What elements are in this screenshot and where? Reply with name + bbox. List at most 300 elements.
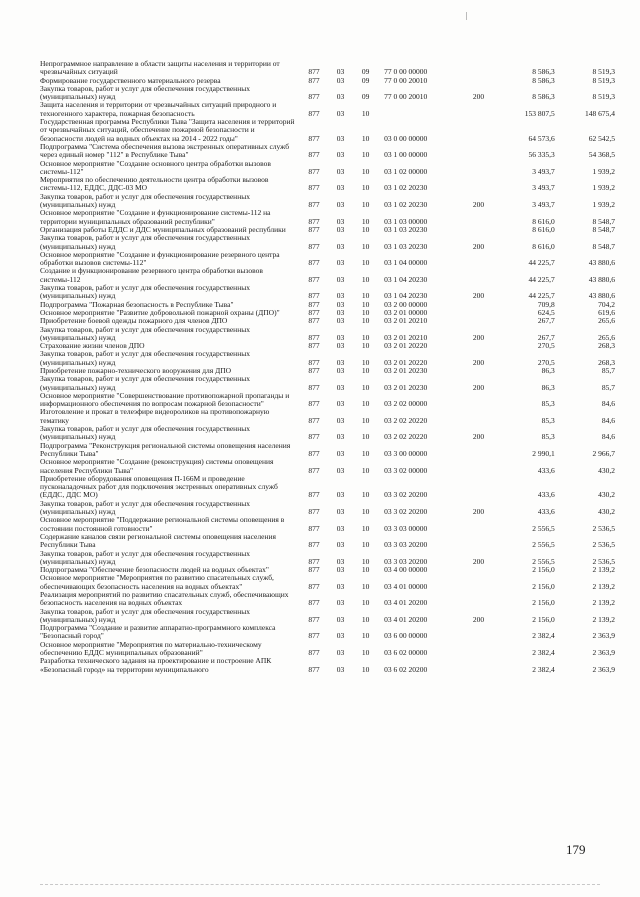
row-department-code: 877	[308, 490, 320, 500]
row-expense-type	[462, 392, 494, 409]
row-section-code: 03	[336, 75, 345, 85]
row-target-article: 03 6 00 00000	[384, 631, 428, 641]
row-subsection-code: 10	[361, 565, 370, 575]
row-expense-type	[462, 533, 494, 550]
row-expense-type	[462, 309, 494, 317]
row-name: Защита населения и территории от чрезвычайных ситуаций природного и техногенного характера, пожарная безопасность	[40, 100, 277, 118]
row-name: Создание и функционирование резервного центра обработки вызовов системы-112	[40, 266, 263, 284]
row-name: Закупка товаров, работ и услуг для обеспечения государственных (муниципальных) нужд	[40, 548, 251, 566]
row-section-code: 03	[336, 216, 345, 226]
row-expense-type	[462, 118, 494, 143]
row-department-code: 877	[308, 556, 320, 566]
row-target-article: 03 2 01 20230	[384, 382, 428, 392]
table-row	[40, 408, 615, 425]
row-section-code: 03	[336, 332, 345, 342]
row-amount-plan: 153 807,5	[524, 108, 555, 118]
table-row	[40, 234, 615, 251]
row-name: Основное мероприятие "Создание и функционирование резервного центра обработки вызовов системы-112"	[40, 249, 280, 268]
table-row	[40, 118, 615, 143]
row-amount-plan: 86,3	[541, 382, 555, 392]
row-subsection-code: 10	[361, 581, 370, 591]
row-department-code: 877	[308, 465, 320, 475]
row-section-code: 03	[336, 274, 345, 284]
row-subsection-code: 10	[361, 200, 370, 210]
row-amount-plan: 56 335,3	[528, 150, 555, 160]
row-department-code: 877	[308, 200, 320, 210]
row-amount-actual: 84,6	[601, 415, 615, 425]
row-subsection-code: 10	[361, 307, 370, 317]
row-target-article: 03 3 03 20200	[384, 556, 428, 566]
row-subsection-code: 10	[361, 316, 370, 326]
table-row	[40, 442, 615, 459]
row-expense-type	[462, 226, 494, 234]
row-expense-type	[462, 209, 494, 226]
row-expense-type	[462, 475, 494, 500]
row-department-code: 877	[308, 75, 320, 85]
table-row	[40, 85, 615, 102]
row-department-code: 877	[308, 565, 320, 575]
row-section-code: 03	[336, 307, 345, 317]
row-amount-actual: 2 139,2	[592, 598, 615, 608]
row-department-code: 877	[308, 448, 320, 458]
row-section-code: 03	[336, 241, 345, 251]
row-section-code: 03	[336, 92, 345, 102]
row-expense-type: 200	[472, 332, 485, 342]
row-subsection-code: 10	[361, 631, 370, 641]
row-name: Подпрограмма "Обеспечение безопасности людей на водных объектах"	[40, 565, 269, 575]
row-amount-plan: 85,3	[541, 415, 555, 425]
row-section-code: 03	[336, 490, 345, 500]
row-amount-actual: 43 880,6	[588, 291, 615, 301]
page-number: 179	[566, 842, 586, 857]
row-target-article: 03 1 04 20230	[384, 291, 428, 301]
table-row	[40, 326, 615, 343]
row-amount-plan: 267,7	[537, 332, 555, 342]
row-subsection-code: 10	[361, 108, 370, 118]
row-department-code: 877	[308, 332, 320, 342]
row-amount-actual: 8 519,3	[592, 75, 615, 85]
row-amount-plan: 2 156,0	[532, 614, 555, 624]
row-expense-type	[462, 442, 494, 459]
row-expense-type	[462, 101, 494, 118]
row-amount-plan: 270,5	[537, 341, 555, 351]
table-row	[40, 533, 615, 550]
row-amount-plan: 85,3	[541, 432, 555, 442]
row-amount-plan: 2 156,0	[532, 598, 555, 608]
row-target-article: 03 6 02 00000	[384, 648, 428, 658]
row-target-article: 03 4 01 20200	[384, 598, 428, 608]
row-amount-actual: 268,3	[598, 341, 615, 351]
row-department-code: 877	[308, 67, 320, 77]
row-department-code: 877	[308, 382, 320, 392]
row-target-article: 03 2 01 20210	[384, 316, 428, 326]
row-amount-plan: 85,3	[541, 399, 555, 409]
row-section-code: 03	[336, 556, 345, 566]
row-subsection-code: 10	[361, 150, 370, 160]
row-amount-plan: 433,6	[537, 507, 555, 517]
row-target-article: 03 1 02 00000	[384, 166, 428, 176]
row-target-article: 03 1 03 20230	[384, 224, 428, 234]
row-expense-type	[462, 574, 494, 591]
row-target-article: 03 2 00 00000	[384, 299, 428, 309]
row-department-code: 877	[308, 274, 320, 284]
row-expense-type: 200	[472, 614, 485, 624]
row-department-code: 877	[308, 365, 320, 375]
row-subsection-code: 10	[361, 183, 370, 193]
row-name: Закупка товаров, работ и услуг для обеспечения государственных (муниципальных) нужд	[40, 606, 251, 624]
row-target-article: 03 1 04 20230	[384, 274, 428, 284]
row-expense-type: 200	[472, 357, 485, 367]
row-target-article: 77 0 00 20010	[384, 75, 428, 85]
row-target-article: 03 2 01 20220	[384, 357, 428, 367]
row-amount-actual: 84,6	[601, 399, 615, 409]
row-amount-actual: 2 363,9	[592, 664, 615, 674]
row-expense-type	[462, 641, 494, 658]
row-section-code: 03	[336, 614, 345, 624]
footer-rule	[40, 884, 600, 885]
row-amount-actual: 2 966,7	[592, 448, 615, 458]
row-department-code: 877	[308, 341, 320, 351]
table-row	[40, 101, 615, 118]
row-amount-plan: 2 156,0	[532, 565, 555, 575]
row-department-code: 877	[308, 523, 320, 533]
row-expense-type	[462, 516, 494, 533]
row-expense-type	[462, 342, 494, 350]
row-amount-plan: 3 493,7	[532, 183, 555, 193]
row-department-code: 877	[308, 108, 320, 118]
row-department-code: 877	[308, 631, 320, 641]
row-target-article: 03 1 00 00000	[384, 150, 428, 160]
row-subsection-code: 09	[361, 92, 370, 102]
row-department-code: 877	[308, 357, 320, 367]
row-target-article: 03 2 02 20220	[384, 415, 428, 425]
row-department-code: 877	[308, 399, 320, 409]
table-row	[40, 550, 615, 567]
row-subsection-code: 10	[361, 299, 370, 309]
row-target-article: 77 0 00 20010	[384, 92, 428, 102]
row-amount-actual: 1 939,2	[592, 183, 615, 193]
row-amount-plan: 44 225,7	[528, 291, 555, 301]
row-target-article: 03 2 02 00000	[384, 399, 428, 409]
row-department-code: 877	[308, 241, 320, 251]
row-section-code: 03	[336, 299, 345, 309]
row-amount-actual: 8 548,7	[592, 216, 615, 226]
row-department-code: 877	[308, 133, 320, 143]
row-subsection-code: 10	[361, 540, 370, 550]
row-amount-plan: 2 156,0	[532, 581, 555, 591]
row-amount-actual: 2 363,9	[592, 648, 615, 658]
row-amount-actual: 8 548,7	[592, 224, 615, 234]
row-subsection-code: 10	[361, 166, 370, 176]
row-amount-plan: 8 586,3	[532, 92, 555, 102]
row-expense-type: 200	[472, 241, 485, 251]
row-name: Организация работы ЕДДС и ДДС муниципальных образований республики	[40, 224, 286, 234]
row-section-code: 03	[336, 540, 345, 550]
row-name: Основное мероприятие "Мероприятия по материально-техническому обеспечению ЕДДС муниципальных образований"	[40, 639, 262, 658]
row-target-article: 03 3 02 00000	[384, 465, 428, 475]
row-amount-actual: 268,3	[598, 357, 615, 367]
row-name: Подпрограмма "Система обеспечения вызова экстренных оперативных служб через единый номер "112" в Республике Тыва"	[40, 141, 290, 160]
row-expense-type: 200	[472, 200, 485, 210]
row-expense-type	[462, 657, 494, 674]
row-amount-plan: 3 493,7	[532, 200, 555, 210]
row-expense-type	[462, 317, 494, 325]
table-row	[40, 284, 615, 301]
row-target-article: 03 4 01 00000	[384, 581, 428, 591]
row-subsection-code: 09	[361, 75, 370, 85]
row-name: Закупка товаров, работ и услуг для обеспечения государственных (муниципальных) нужд	[40, 83, 251, 102]
table-row	[40, 657, 615, 674]
row-subsection-code: 10	[361, 341, 370, 351]
row-expense-type: 200	[472, 432, 485, 442]
row-subsection-code: 10	[361, 465, 370, 475]
row-amount-plan: 709,8	[537, 299, 555, 309]
row-expense-type	[462, 251, 494, 268]
table-row	[40, 267, 615, 284]
row-amount-actual: 8 519,3	[592, 92, 615, 102]
row-target-article: 03 1 02 20230	[384, 183, 428, 193]
row-section-code: 03	[336, 432, 345, 442]
row-target-article: 03 4 01 20200	[384, 614, 428, 624]
row-section-code: 03	[336, 648, 345, 658]
row-amount-actual: 704,2	[598, 299, 615, 309]
row-department-code: 877	[308, 166, 320, 176]
row-name: Страхование жизни членов ДПО	[40, 341, 145, 351]
row-amount-actual: 2 536,5	[592, 556, 615, 566]
row-name: Основное мероприятие "Создание (реконструкция) системы оповещения населения Республики Тыва"	[40, 457, 274, 475]
row-amount-actual: 265,6	[598, 332, 615, 342]
row-amount-plan: 8 586,3	[532, 67, 555, 77]
row-name: Мероприятия по обеспечению деятельности центра обработки вызовов системы-112, ЕДДС, ДДС-03 МО	[40, 175, 269, 193]
row-department-code: 877	[308, 648, 320, 658]
row-amount-plan: 2 382,4	[532, 631, 555, 641]
row-subsection-code: 10	[361, 523, 370, 533]
row-expense-type	[462, 301, 494, 309]
row-amount-plan: 2 382,4	[532, 648, 555, 658]
row-name: Реализация мероприятий по развитию спасательных служб, обеспечивающих безопасность населения на водных объектах	[40, 590, 289, 608]
row-expense-type	[462, 60, 494, 77]
row-amount-plan: 2 556,5	[532, 540, 555, 550]
row-department-code: 877	[308, 581, 320, 591]
row-name: Основное мероприятие "Мероприятия по развитию спасательных служб, обеспечивающих безопасность населения на водных объектах"	[40, 573, 274, 591]
row-subsection-code: 10	[361, 664, 370, 674]
row-section-code: 03	[336, 108, 345, 118]
row-target-article: 03 3 00 00000	[384, 448, 428, 458]
row-expense-type	[462, 267, 494, 284]
row-name: Содержание каналов связи региональной системы оповещения населения Республики Тыва	[40, 531, 276, 550]
row-amount-plan: 44 225,7	[528, 258, 555, 268]
row-section-code: 03	[336, 565, 345, 575]
row-amount-plan: 267,7	[537, 316, 555, 326]
row-amount-actual: 430,2	[598, 507, 615, 517]
row-name: Закупка товаров, работ и услуг для обеспечения государственных (муниципальных) нужд	[40, 324, 251, 342]
table-row	[40, 350, 615, 367]
row-amount-plan: 2 382,4	[532, 664, 555, 674]
row-name: Закупка товаров, работ и услуг для обеспечения государственных (муниципальных) нужд	[40, 233, 251, 251]
row-expense-type	[462, 566, 494, 574]
row-subsection-code: 09	[361, 67, 370, 77]
row-section-code: 03	[336, 465, 345, 475]
row-expense-type	[462, 143, 494, 160]
row-target-article: 03 2 02 20220	[384, 432, 428, 442]
row-section-code: 03	[336, 224, 345, 234]
row-section-code: 03	[336, 150, 345, 160]
row-expense-type	[462, 77, 494, 85]
row-name: Основное мероприятие "Создание основного центра обработки вызовов системы-112"	[40, 158, 271, 176]
row-amount-actual: 2 139,2	[592, 565, 615, 575]
row-name: Приобретение пожарно-технического вооружения для ДПО	[40, 365, 232, 375]
row-name: Основное мероприятие "Совершенствование противопожарной пропаганды и информационного обеспечения по вопросам пожарной безопасности"	[40, 390, 290, 409]
table-row	[40, 574, 615, 591]
row-name: Закупка товаров, работ и услуг для обеспечения государственных (муниципальных) нужд	[40, 191, 251, 210]
row-section-code: 03	[336, 200, 345, 210]
row-amount-actual: 2 139,2	[592, 614, 615, 624]
row-name: Непрограммное направление в области защиты населения и территории от чрезвычайных ситуаций	[40, 59, 280, 77]
row-name: Формирование государственного материального резерва	[40, 75, 221, 85]
row-amount-actual: 1 939,2	[592, 166, 615, 176]
row-subsection-code: 10	[361, 291, 370, 301]
row-target-article: 03 2 01 20230	[384, 365, 428, 375]
row-section-code: 03	[336, 415, 345, 425]
row-subsection-code: 10	[361, 556, 370, 566]
row-section-code: 03	[336, 166, 345, 176]
row-subsection-code: 10	[361, 274, 370, 284]
table-row	[40, 500, 615, 517]
row-name: Закупка товаров, работ и услуг для обеспечения государственных (муниципальных) нужд	[40, 349, 251, 367]
row-department-code: 877	[308, 507, 320, 517]
row-subsection-code: 10	[361, 614, 370, 624]
row-subsection-code: 10	[361, 648, 370, 658]
row-target-article: 03 1 04 00000	[384, 258, 428, 268]
row-name: Закупка товаров, работ и услуг для обеспечения государственных (муниципальных) нужд	[40, 374, 251, 392]
row-expense-type	[462, 367, 494, 375]
row-target-article: 03 1 02 20230	[384, 200, 428, 210]
row-department-code: 877	[308, 316, 320, 326]
row-name: Подпрограмма "Реконструкция региональной системы оповещения населения Республики Тыва"	[40, 440, 291, 458]
row-amount-actual: 8 548,7	[592, 241, 615, 251]
row-department-code: 877	[308, 540, 320, 550]
row-amount-actual: 54 368,5	[588, 150, 615, 160]
row-name: Приобретение боевой одежды пожарного для членов ДПО	[40, 316, 228, 326]
row-amount-plan: 2 990,1	[532, 448, 555, 458]
row-department-code: 877	[308, 291, 320, 301]
table-row	[40, 143, 615, 160]
row-name: Приобретение оборудования оповещения П-166М и проведение пусконаладочных работ для подключения экстренных оперативных служб (ЕДДС, ДДС МО)	[40, 473, 278, 500]
row-name: Закупка товаров, работ и услуг для обеспечения государственных (муниципальных) нужд	[40, 498, 251, 517]
row-subsection-code: 10	[361, 432, 370, 442]
row-amount-plan: 433,6	[537, 490, 555, 500]
row-name: Основное мероприятие "Развитие добровольной пожарной охраны (ДПО)"	[40, 307, 280, 317]
row-subsection-code: 10	[361, 357, 370, 367]
row-amount-plan: 270,5	[537, 357, 555, 367]
row-name: Закупка товаров, работ и услуг для обеспечения государственных (муниципальных) нужд	[40, 283, 251, 301]
row-amount-plan: 8 616,0	[532, 216, 555, 226]
row-section-code: 03	[336, 581, 345, 591]
row-target-article: 03 1 03 00000	[384, 216, 428, 226]
table-row	[40, 60, 615, 77]
row-section-code: 03	[336, 523, 345, 533]
table-row	[40, 591, 615, 608]
table-row	[40, 209, 615, 226]
row-amount-plan: 8 586,3	[532, 75, 555, 85]
row-department-code: 877	[308, 598, 320, 608]
row-expense-type	[462, 408, 494, 425]
row-name: Подпрограмма "Создание и развитие аппаратно-программного комплекса "Безопасный город"	[40, 623, 276, 641]
row-target-article: 03 3 02 20200	[384, 490, 428, 500]
row-target-article: 03 1 03 20230	[384, 241, 428, 251]
row-department-code: 877	[308, 614, 320, 624]
row-expense-type	[462, 458, 494, 475]
row-subsection-code: 10	[361, 490, 370, 500]
row-amount-actual: 85,7	[601, 365, 615, 375]
row-section-code: 03	[336, 365, 345, 375]
row-amount-plan: 44 225,7	[528, 274, 555, 284]
row-expense-type	[462, 160, 494, 177]
row-name: Разработка технического задания на проектирование и построение АПК «Безопасный город» на территории муниципального	[40, 656, 272, 674]
row-section-code: 03	[336, 598, 345, 608]
row-section-code: 03	[336, 448, 345, 458]
row-amount-plan: 3 493,7	[532, 166, 555, 176]
row-expense-type: 200	[472, 382, 485, 392]
table-row	[40, 475, 615, 500]
row-amount-plan: 86,3	[541, 365, 555, 375]
row-amount-actual: 430,2	[598, 465, 615, 475]
row-expense-type: 200	[472, 556, 485, 566]
row-name: Государственная программа Республики Тыва "Защита населения и территорий от чрезвычайных ситуаций, обеспечение пожарной безопасности и безопасности людей на водных объектах на 2014 - 2022 годы"	[40, 117, 295, 143]
row-amount-actual: 43 880,6	[588, 258, 615, 268]
row-subsection-code: 10	[361, 507, 370, 517]
row-amount-plan: 624,5	[537, 307, 555, 317]
row-target-article: 03 3 03 20200	[384, 540, 428, 550]
row-amount-actual: 619,6	[598, 307, 615, 317]
row-amount-actual: 265,6	[598, 316, 615, 326]
row-department-code: 877	[308, 224, 320, 234]
row-amount-actual: 430,2	[598, 490, 615, 500]
row-amount-plan: 64 573,6	[528, 133, 555, 143]
row-department-code: 877	[308, 415, 320, 425]
row-section-code: 03	[336, 341, 345, 351]
row-expense-type: 200	[472, 92, 485, 102]
table-row	[40, 458, 615, 475]
row-department-code: 877	[308, 299, 320, 309]
table-row	[40, 251, 615, 268]
row-subsection-code: 10	[361, 448, 370, 458]
row-subsection-code: 10	[361, 332, 370, 342]
row-expense-type	[462, 624, 494, 641]
budget-table	[40, 60, 615, 674]
row-section-code: 03	[336, 399, 345, 409]
table-row	[40, 425, 615, 442]
row-amount-actual: 2 363,9	[592, 631, 615, 641]
row-expense-type: 200	[472, 291, 485, 301]
row-expense-type	[462, 176, 494, 193]
row-target-article: 03 4 00 00000	[384, 565, 428, 575]
table-row	[40, 608, 615, 625]
table-row	[40, 176, 615, 193]
row-amount-actual: 62 542,5	[588, 133, 615, 143]
row-expense-type: 200	[472, 507, 485, 517]
row-department-code: 877	[308, 258, 320, 268]
row-target-article: 03 0 00 00000	[384, 133, 428, 143]
row-department-code: 877	[308, 183, 320, 193]
row-section-code: 03	[336, 133, 345, 143]
table-row	[40, 392, 615, 409]
table-row	[40, 375, 615, 392]
row-amount-actual: 1 939,2	[592, 200, 615, 210]
row-subsection-code: 10	[361, 382, 370, 392]
row-section-code: 03	[336, 382, 345, 392]
row-department-code: 877	[308, 307, 320, 317]
